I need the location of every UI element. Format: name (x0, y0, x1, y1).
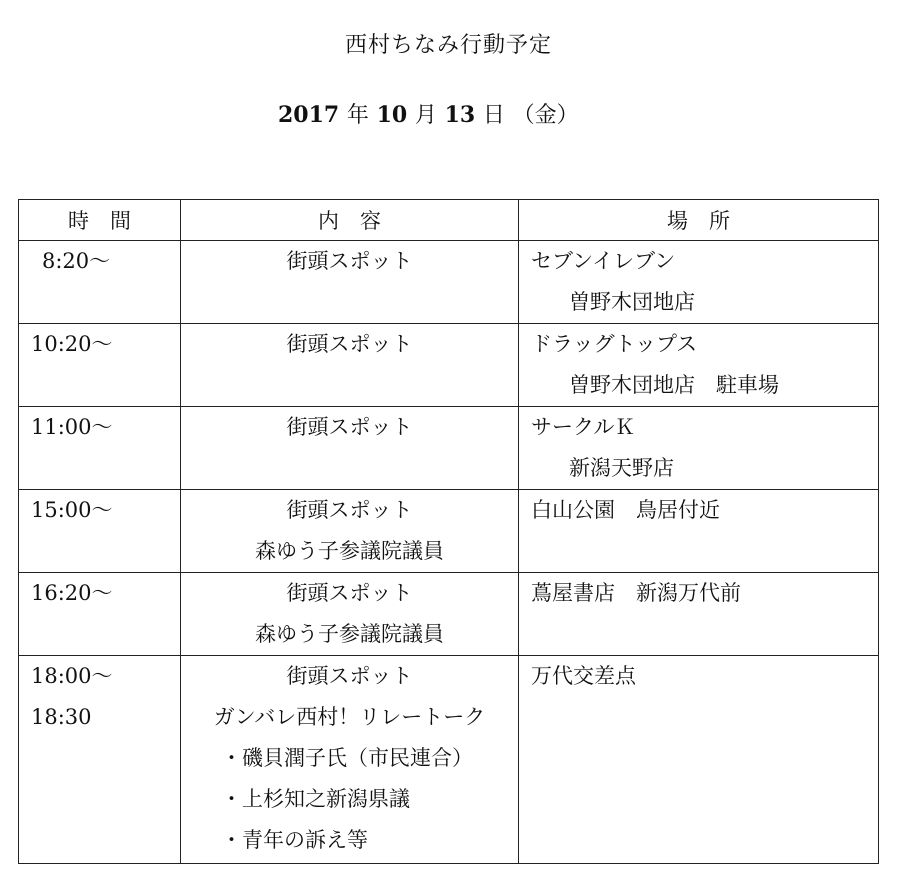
time-text: 8:20〜 (42, 249, 111, 273)
content-cell (181, 490, 519, 573)
time-cell (19, 324, 181, 407)
date-month: 10 (376, 102, 408, 128)
table-header-row (19, 200, 879, 241)
time-cell (19, 490, 181, 573)
table-row (19, 573, 879, 656)
content-text: 街頭スポット (286, 415, 413, 439)
place-cell (519, 324, 879, 407)
content-text: 街頭スポット (286, 498, 413, 522)
date-month-kanji: 月 (414, 103, 437, 128)
table-row (19, 656, 879, 864)
content-subtext: 森ゆう子参議院議員 (255, 622, 444, 646)
time-end-text: 18:30 (31, 705, 92, 729)
place-text: セブンイレブン (531, 249, 676, 273)
table-row (19, 407, 879, 490)
header-content: 内 容 (181, 200, 519, 241)
table-row (19, 241, 879, 324)
place-subtext: 曽野木団地店 駐車場 (569, 373, 779, 397)
time-text: 11:00〜 (31, 415, 113, 439)
content-subtext: 森ゆう子参議院議員 (255, 539, 444, 563)
place-text: 白山公園 鳥居付近 (531, 498, 720, 522)
place-cell (519, 241, 879, 324)
place-subtext: 曽野木団地店 (569, 290, 695, 314)
time-cell (19, 573, 181, 656)
place-cell (519, 490, 879, 573)
time-cell (19, 241, 181, 324)
content-subtext: ガンバレ西村！リレートーク (213, 705, 486, 729)
time-cell (19, 407, 181, 490)
time-text: 10:20〜 (31, 332, 113, 356)
place-subtext: 新潟天野店 (569, 456, 674, 480)
content-text: 街頭スポット (286, 581, 413, 605)
content-cell (181, 656, 519, 864)
content-cell (181, 407, 519, 490)
header-place: 場 所 (519, 200, 879, 241)
time-text: 16:20〜 (31, 581, 113, 605)
date-year-kanji: 年 (346, 103, 369, 128)
content-text: 街頭スポット (286, 664, 413, 688)
page-title: 西村ちなみ行動予定 (344, 33, 552, 58)
header-time: 時 間 (19, 200, 181, 241)
content-cell (181, 241, 519, 324)
bullet-item: ・上杉知之新潟県議 (221, 787, 410, 811)
table-row (19, 490, 879, 573)
place-cell (519, 573, 879, 656)
date-weekday: （金） (512, 103, 579, 128)
bullet-item: ・青年の訴え等 (221, 828, 368, 852)
content-text: 街頭スポット (286, 332, 413, 356)
bullet-item: ・磯貝潤子氏（市民連合） (221, 746, 473, 770)
schedule-date (278, 98, 579, 129)
time-text: 18:00〜 (31, 664, 113, 688)
place-text: 万代交差点 (531, 664, 636, 688)
time-text: 15:00〜 (31, 498, 113, 522)
table-row (19, 324, 879, 407)
time-cell (19, 656, 181, 864)
date-year: 2017 (278, 102, 340, 128)
place-text: 蔦屋書店 新潟万代前 (531, 581, 741, 605)
place-cell (519, 407, 879, 490)
content-cell (181, 324, 519, 407)
schedule-table (18, 199, 879, 864)
place-text: サークルＫ (531, 415, 636, 439)
content-text: 街頭スポット (286, 249, 413, 273)
place-text: ドラッグトップス (531, 332, 698, 356)
place-cell (519, 656, 879, 864)
date-day: 13 (444, 102, 476, 128)
date-day-kanji: 日 (482, 103, 505, 128)
content-cell (181, 573, 519, 656)
